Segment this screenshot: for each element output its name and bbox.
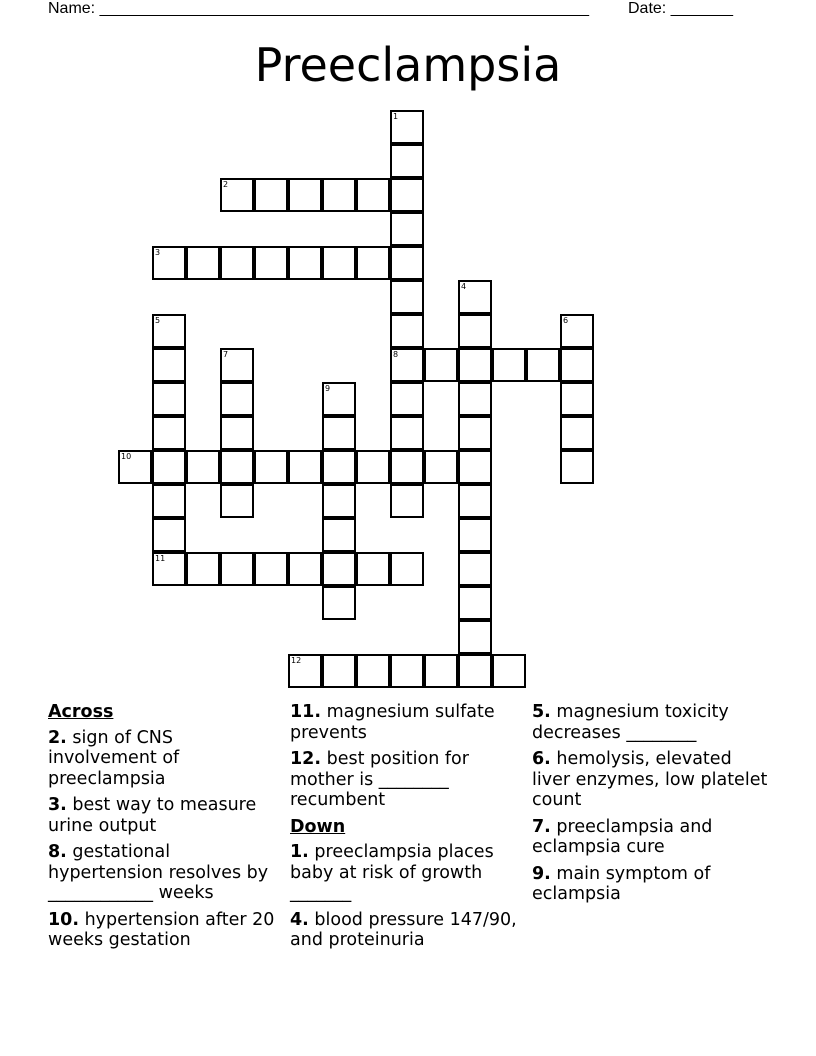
crossword-cell[interactable] bbox=[390, 348, 424, 382]
down-heading: Down bbox=[290, 816, 346, 837]
crossword-cell[interactable] bbox=[322, 246, 356, 280]
date-field[interactable]: Date: _______ bbox=[628, 0, 733, 17]
clue-text: blood pressure 147/90, and proteinuria bbox=[290, 909, 517, 950]
crossword-cell[interactable] bbox=[424, 348, 458, 382]
crossword-cell[interactable] bbox=[560, 450, 594, 484]
clue-text: hypertension after 20 weeks gestation bbox=[48, 909, 275, 950]
clue-number: 7 bbox=[223, 350, 229, 359]
crossword-cell[interactable] bbox=[458, 416, 492, 450]
crossword-cell[interactable] bbox=[560, 416, 594, 450]
page-title: Preeclampsia bbox=[254, 38, 562, 92]
crossword-cell[interactable] bbox=[322, 382, 356, 416]
crossword-cell[interactable] bbox=[152, 518, 186, 552]
clue-item bbox=[48, 910, 284, 951]
crossword-cell[interactable] bbox=[424, 654, 458, 688]
crossword-cell[interactable] bbox=[390, 484, 424, 518]
clue-number-label: 9. bbox=[532, 863, 551, 884]
clue-text: main symptom of eclampsia bbox=[532, 863, 711, 904]
crossword-cell[interactable] bbox=[220, 382, 254, 416]
clue-text: magnesium toxicity decreases ________ bbox=[532, 702, 729, 743]
crossword-cell[interactable] bbox=[458, 654, 492, 688]
crossword-cell[interactable] bbox=[220, 348, 254, 382]
clue-number: 12 bbox=[291, 656, 302, 665]
crossword-cell[interactable] bbox=[152, 348, 186, 382]
clue-item bbox=[532, 817, 772, 858]
crossword-cell[interactable] bbox=[288, 552, 322, 586]
crossword-cell[interactable] bbox=[322, 586, 356, 620]
across-clue-list bbox=[48, 728, 284, 951]
crossword-cell[interactable] bbox=[220, 450, 254, 484]
crossword-cell[interactable] bbox=[560, 348, 594, 382]
name-field[interactable]: Name: _______________________________________________________ bbox=[48, 0, 589, 17]
crossword-cell[interactable] bbox=[458, 348, 492, 382]
crossword-cell[interactable] bbox=[152, 382, 186, 416]
clue-number: 5 bbox=[155, 316, 161, 325]
clue-text: best way to measure urine output bbox=[48, 795, 257, 836]
clue-number-label: 5. bbox=[532, 702, 551, 722]
clue-item bbox=[532, 702, 772, 743]
crossword-cell[interactable] bbox=[220, 552, 254, 586]
crossword-cell[interactable] bbox=[458, 314, 492, 348]
crossword-cell[interactable] bbox=[288, 450, 322, 484]
crossword-cell[interactable] bbox=[254, 450, 288, 484]
clue-item bbox=[532, 864, 772, 905]
crossword-cell[interactable] bbox=[356, 246, 390, 280]
crossword-cell[interactable] bbox=[458, 552, 492, 586]
clue-number: 10 bbox=[121, 452, 132, 461]
crossword-cell[interactable] bbox=[458, 280, 492, 314]
clue-number: 1 bbox=[393, 112, 399, 121]
clue-item bbox=[48, 795, 284, 836]
crossword-cell[interactable] bbox=[322, 654, 356, 688]
crossword-cell[interactable] bbox=[390, 110, 424, 144]
crossword-cell[interactable] bbox=[356, 450, 390, 484]
crossword-cell[interactable] bbox=[356, 654, 390, 688]
crossword-cell[interactable] bbox=[356, 552, 390, 586]
crossword-cell[interactable] bbox=[322, 484, 356, 518]
crossword-cell[interactable] bbox=[220, 484, 254, 518]
crossword-cell[interactable] bbox=[220, 246, 254, 280]
clue-text: magnesium sulfate prevents bbox=[290, 702, 495, 743]
clue-item bbox=[532, 749, 772, 811]
crossword-cell[interactable] bbox=[458, 620, 492, 654]
crossword-cell[interactable] bbox=[458, 484, 492, 518]
crossword-cell[interactable] bbox=[560, 314, 594, 348]
crossword-cell[interactable] bbox=[322, 518, 356, 552]
crossword-cell[interactable] bbox=[322, 178, 356, 212]
crossword-cell[interactable] bbox=[152, 416, 186, 450]
crossword-cell[interactable] bbox=[186, 552, 220, 586]
crossword-cell[interactable] bbox=[254, 178, 288, 212]
crossword-cell[interactable] bbox=[152, 552, 186, 586]
crossword-cell[interactable] bbox=[458, 518, 492, 552]
crossword-cell[interactable] bbox=[458, 450, 492, 484]
crossword-cell[interactable] bbox=[152, 450, 186, 484]
crossword-cell[interactable] bbox=[458, 382, 492, 416]
clue-item bbox=[290, 842, 526, 904]
crossword-cell[interactable] bbox=[322, 416, 356, 450]
crossword-cell[interactable] bbox=[254, 552, 288, 586]
crossword-cell[interactable] bbox=[356, 178, 390, 212]
crossword-cell[interactable] bbox=[322, 450, 356, 484]
crossword-cell[interactable] bbox=[390, 144, 424, 178]
crossword-cell[interactable] bbox=[152, 484, 186, 518]
clue-number-label: 6. bbox=[532, 749, 551, 769]
clue-text: sign of CNS involvement of preeclampsia bbox=[48, 727, 180, 789]
crossword-cell[interactable] bbox=[390, 178, 424, 212]
crossword-cell[interactable] bbox=[458, 586, 492, 620]
clue-text: preeclampsia and eclampsia cure bbox=[532, 816, 713, 857]
clues-column-3 bbox=[532, 702, 772, 911]
clue-number-label: 12. bbox=[290, 749, 322, 769]
crossword-cell[interactable] bbox=[220, 416, 254, 450]
clue-number: 4 bbox=[461, 282, 467, 291]
clue-number-label: 8. bbox=[48, 842, 67, 862]
clue-number-label: 4. bbox=[290, 909, 309, 930]
down-clue-list bbox=[290, 842, 526, 951]
clue-number: 9 bbox=[325, 384, 331, 393]
clues-column-2 bbox=[290, 702, 526, 957]
crossword-cell[interactable] bbox=[390, 450, 424, 484]
clue-number: 2 bbox=[223, 180, 229, 189]
clue-text: hemolysis, elevated liver enzymes, low platelet count bbox=[532, 749, 768, 810]
across-heading: Across bbox=[48, 702, 114, 722]
across-clue-list-continued bbox=[290, 702, 526, 811]
crossword-cell[interactable] bbox=[152, 246, 186, 280]
clue-text: gestational hypertension resolves by ____________ weeks bbox=[48, 842, 269, 903]
crossword-cell[interactable] bbox=[254, 246, 288, 280]
crossword-cell[interactable] bbox=[288, 178, 322, 212]
clue-number: 3 bbox=[155, 248, 161, 257]
crossword-cell[interactable] bbox=[526, 348, 560, 382]
crossword-cell[interactable] bbox=[322, 552, 356, 586]
crossword-cell[interactable] bbox=[560, 382, 594, 416]
crossword-cell[interactable] bbox=[390, 246, 424, 280]
clue-item bbox=[48, 728, 284, 790]
clue-number-label: 1. bbox=[290, 842, 309, 862]
clues-column-1 bbox=[48, 702, 284, 957]
crossword-cell[interactable] bbox=[390, 314, 424, 348]
clue-number-label: 10. bbox=[48, 909, 80, 930]
clue-number: 6 bbox=[563, 316, 569, 325]
clue-item bbox=[290, 749, 526, 811]
clue-item bbox=[290, 702, 526, 743]
crossword-cell[interactable] bbox=[390, 552, 424, 586]
crossword-cell[interactable] bbox=[118, 450, 152, 484]
clue-text: preeclampsia places baby at risk of growth _______ bbox=[290, 842, 494, 903]
crossword-cell[interactable] bbox=[152, 314, 186, 348]
clue-text: best position for mother is ________ recumbent bbox=[290, 749, 469, 810]
clue-number-label: 7. bbox=[532, 816, 551, 837]
clue-item bbox=[48, 842, 284, 904]
clue-number: 8 bbox=[393, 350, 399, 359]
crossword-cell[interactable] bbox=[288, 654, 322, 688]
clue-number-label: 11. bbox=[290, 702, 322, 722]
crossword-cell[interactable] bbox=[424, 450, 458, 484]
crossword-cell[interactable] bbox=[390, 382, 424, 416]
clue-number: 11 bbox=[155, 554, 166, 563]
down-clue-list-continued bbox=[532, 702, 772, 905]
clue-number-label: 3. bbox=[48, 795, 67, 815]
clue-item bbox=[290, 910, 526, 951]
crossword-cell[interactable] bbox=[390, 654, 424, 688]
crossword-cell[interactable] bbox=[186, 450, 220, 484]
crossword-cell[interactable] bbox=[492, 654, 526, 688]
crossword-cell[interactable] bbox=[390, 416, 424, 450]
crossword-cell[interactable] bbox=[186, 246, 220, 280]
crossword-cell[interactable] bbox=[390, 212, 424, 246]
crossword-cell[interactable] bbox=[220, 178, 254, 212]
clue-number-label: 2. bbox=[48, 727, 67, 748]
crossword-cell[interactable] bbox=[492, 348, 526, 382]
crossword-cell[interactable] bbox=[288, 246, 322, 280]
crossword-cell[interactable] bbox=[390, 280, 424, 314]
